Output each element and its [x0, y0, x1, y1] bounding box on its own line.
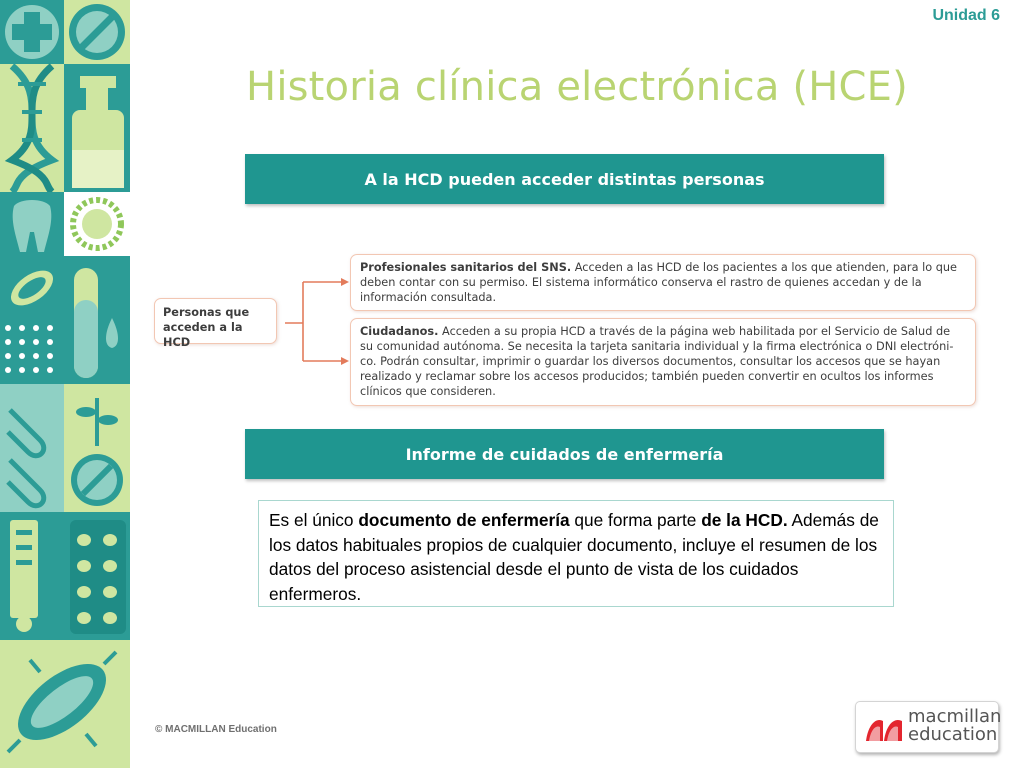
pill-pack-icon — [64, 512, 130, 640]
slide-title: Historia clínica electrónica (HCE) — [246, 64, 908, 110]
medical-cross-icon — [0, 0, 64, 64]
bacillus-icon — [0, 640, 130, 768]
logo-line-1: macmillan — [908, 706, 1002, 727]
copyright-notice: © MACMILLAN Education — [155, 724, 277, 735]
citizens-text: Acceden a su propia HCD a través de la página web habilitada por el Servicio de Salud de su comunidad autónoma. Se necesita la tarjeta sanitaria individual y la firma electrónica o DNI electróni-co. Podrán consultar, imprimir o guardar los diversos documentos, consultar los accesos que se hayan realizado y reclamar sobre los accesos producidos; también pueden convertir en ocultos los informes clínicos que consideren. — [360, 325, 954, 398]
info-bold-2: de la HCD. — [701, 510, 788, 530]
decorative-medical-strip — [0, 0, 130, 768]
dots-pattern-icon — [0, 320, 64, 384]
logo-line-2: education — [908, 724, 998, 745]
diagram-connector-arrows — [277, 275, 351, 365]
diagram-root-box — [154, 298, 277, 349]
info-bold-1: documento de enfermería — [358, 510, 570, 530]
unit-label: Unidad 6 — [932, 7, 1000, 24]
tooth-icon — [0, 192, 64, 256]
macmillan-logo — [855, 701, 1002, 753]
germ-icon — [0, 256, 64, 320]
citizens-box — [350, 318, 976, 406]
nursing-report-banner — [245, 429, 884, 479]
plant-icon — [64, 384, 130, 448]
dna-icon — [0, 64, 64, 192]
info-text-2: que forma parte — [569, 510, 702, 530]
info-text-3: Además de los datos habituales propios de cualquier documento, incluye el resumen de los datos del proceso asistencial desde el punto de vista de los cuidados enfermeros. — [269, 510, 879, 604]
nursing-report-banner-label: Informe de cuidados de enfermería — [405, 444, 724, 464]
capsule-icon — [64, 448, 130, 512]
paperclip-icon — [0, 384, 64, 512]
access-banner — [245, 154, 884, 204]
professionals-heading: Profesionales sanitarios del SNS. — [360, 261, 572, 274]
access-banner-label: A la HCD pueden acceder distintas personas — [364, 169, 765, 189]
professionals-box — [350, 254, 976, 311]
pill-icon — [64, 0, 130, 64]
nursing-report-description — [258, 500, 894, 607]
citizens-heading: Ciudadanos. — [360, 325, 439, 338]
thermometer-icon — [0, 512, 64, 640]
info-text-1: Es el único — [269, 510, 359, 530]
diagram-root-label: Personas que acceden a la HCD — [163, 306, 250, 349]
test-tube-icon — [64, 256, 130, 384]
professionals-text: Acceden a las HCD de los pacientes a los que atienden, para lo que deben contar con su permiso. El sistema informático conserva el rastro de quienes accedan y de la información consultada. — [360, 261, 958, 304]
spray-bottle-icon — [64, 64, 130, 192]
bacteria-ring-icon — [64, 192, 130, 256]
macmillan-logo-icon — [864, 711, 904, 743]
